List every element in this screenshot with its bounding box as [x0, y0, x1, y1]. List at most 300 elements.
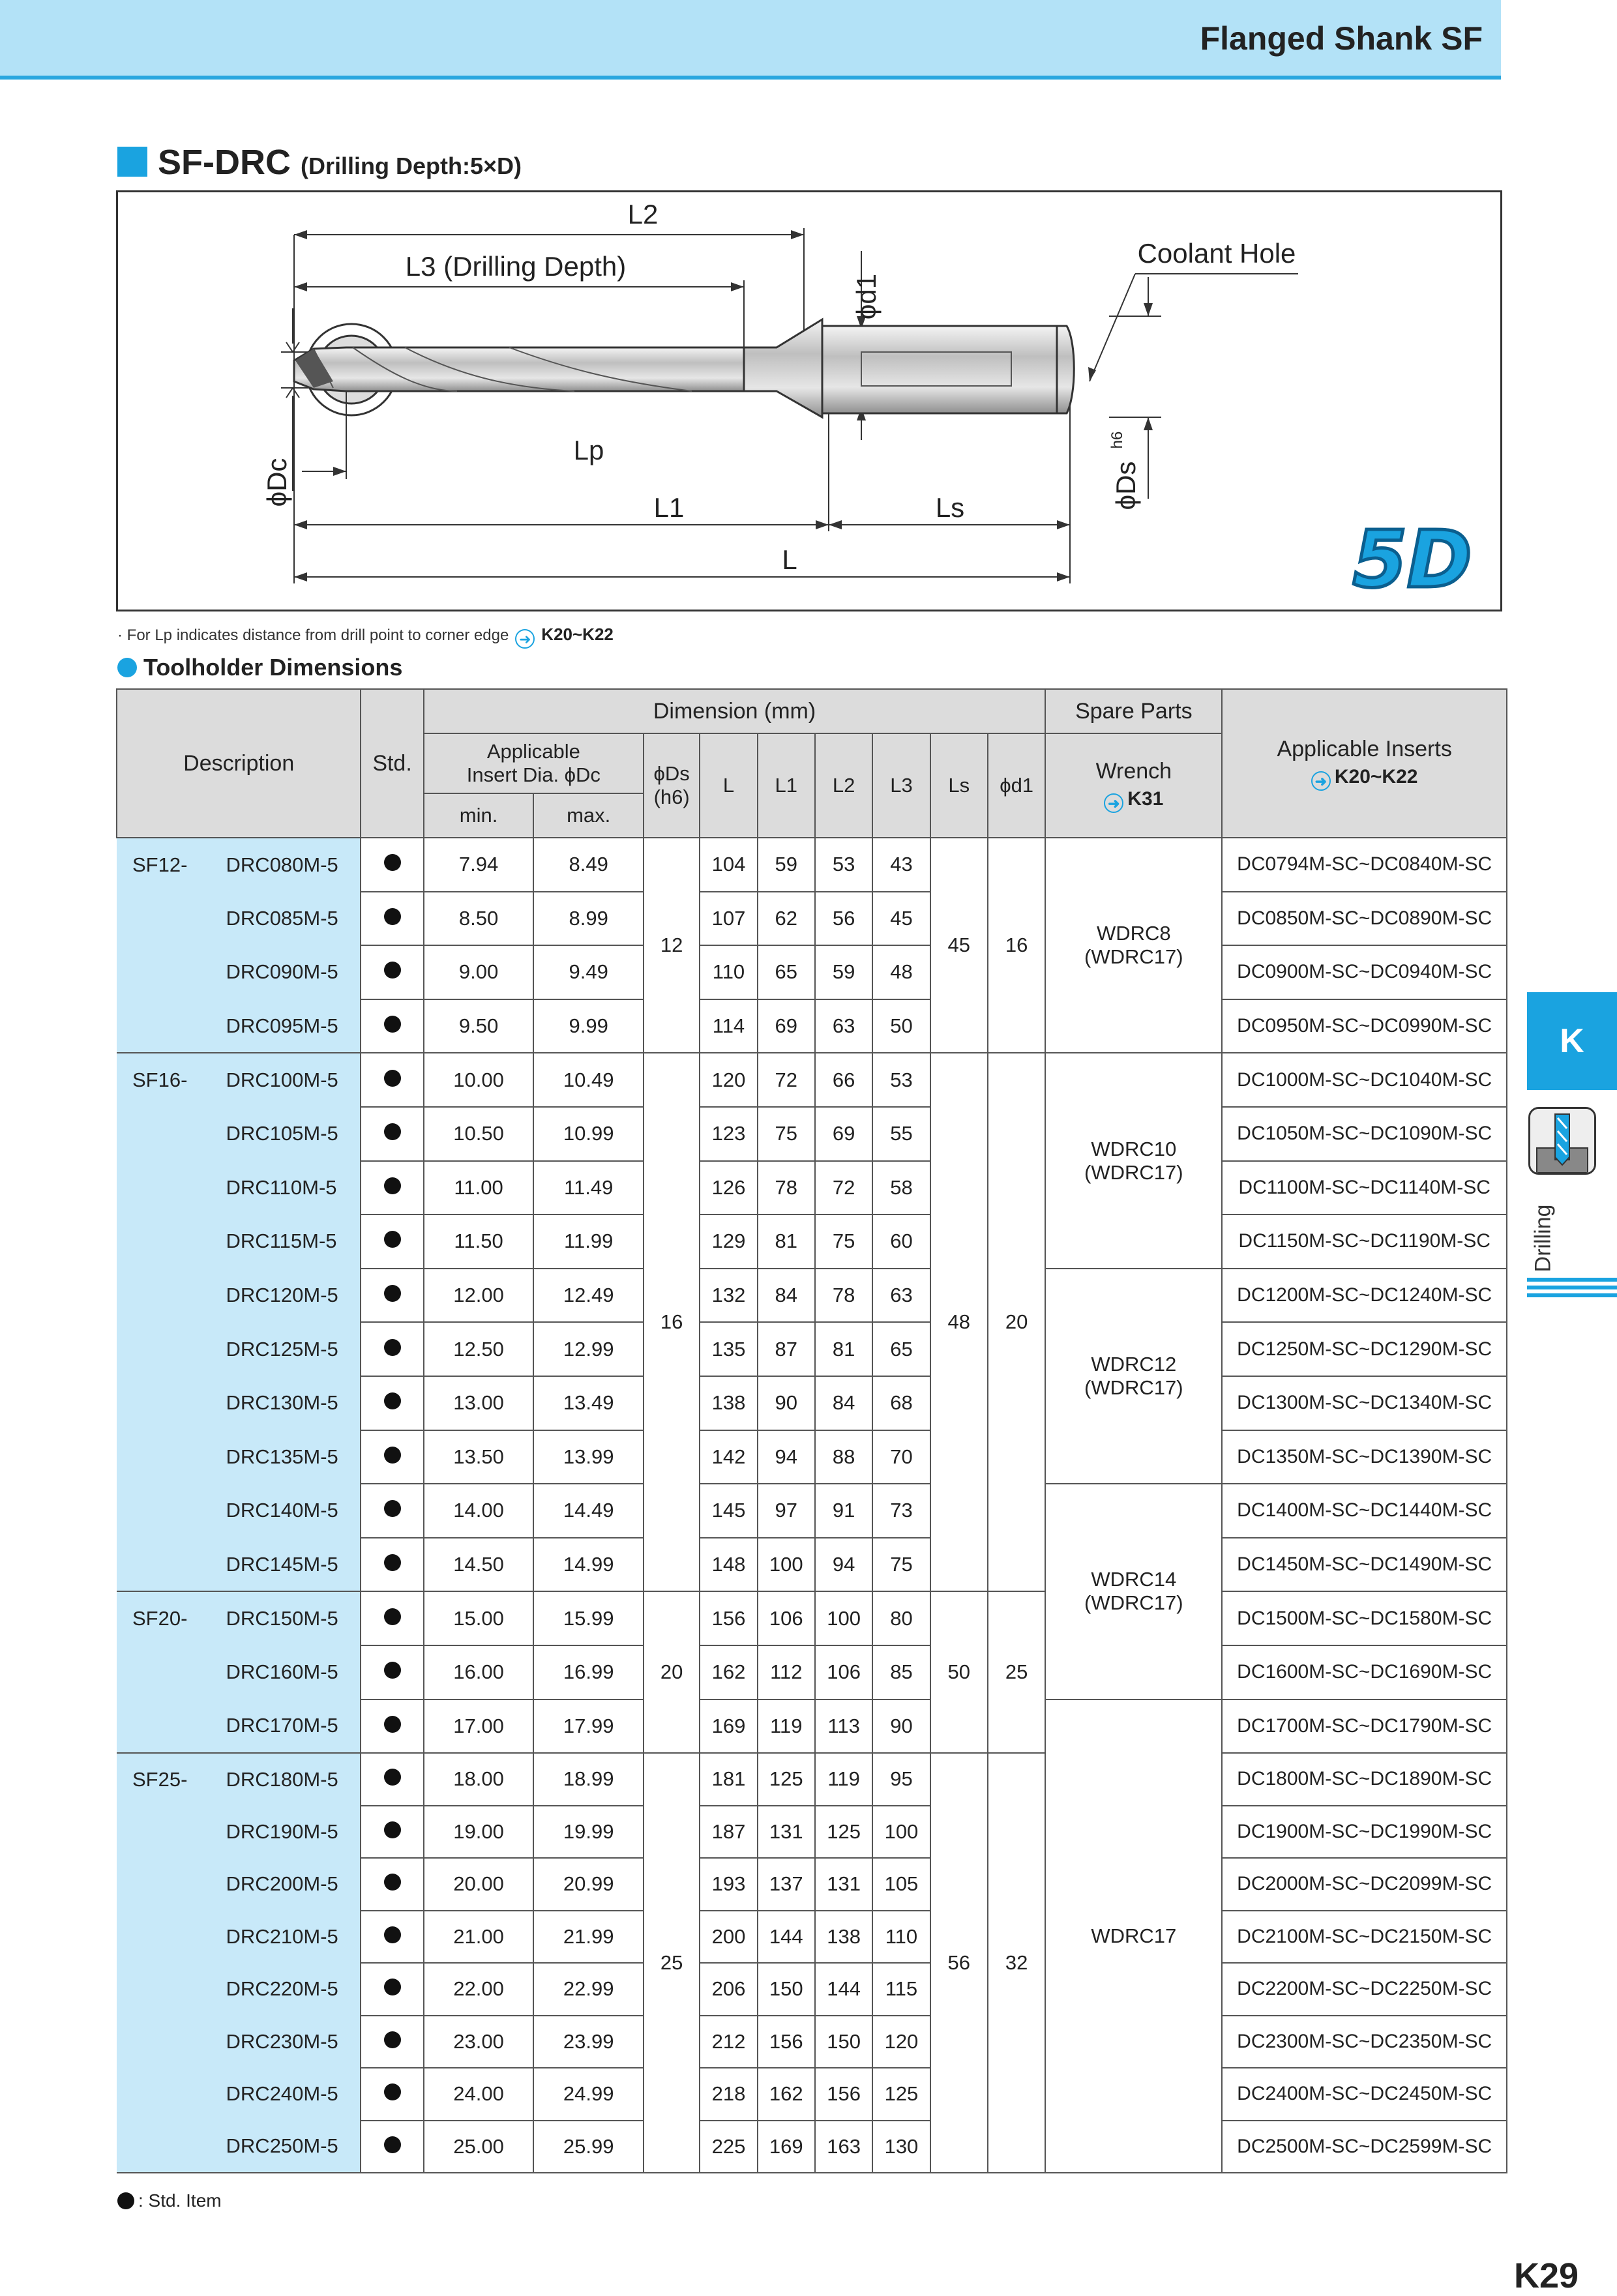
drill-diagram [116, 190, 1502, 611]
row-L: 132 [700, 1269, 757, 1323]
table-row [117, 1963, 1507, 2016]
row-min: 22.00 [424, 1963, 534, 2016]
std-dot-icon [384, 1554, 401, 1571]
arrow-right-icon: ➜ [1104, 793, 1123, 813]
std-dot-icon [384, 908, 401, 925]
row-max: 10.49 [533, 1053, 644, 1107]
row-L2: 106 [815, 1645, 872, 1700]
row-min: 12.50 [424, 1322, 534, 1376]
row-L2: 150 [815, 2016, 872, 2068]
legend-text: : Std. Item [138, 2190, 222, 2211]
row-L1: 156 [758, 2016, 815, 2068]
std-mark [361, 1645, 423, 1700]
row-code: DRC160M-5 [212, 1645, 361, 1700]
row-L1: 106 [758, 1591, 815, 1645]
std-dot-icon [384, 1123, 401, 1140]
th-wrench-label: Wrench [1095, 758, 1172, 784]
row-insert: DC1600M-SC~DC1690M-SC [1222, 1645, 1507, 1700]
group-d1: 20 [988, 1053, 1045, 1591]
std-mark [361, 1591, 423, 1645]
row-L2: 131 [815, 1858, 872, 1911]
row-max: 23.99 [533, 2016, 644, 2068]
row-L: 123 [700, 1107, 757, 1161]
row-L: 169 [700, 1700, 757, 1754]
row-L3: 58 [872, 1161, 930, 1215]
row-L2: 91 [815, 1484, 872, 1538]
row-L1: 137 [758, 1858, 815, 1911]
row-max: 12.49 [533, 1269, 644, 1323]
row-L3: 45 [872, 892, 930, 946]
row-max: 22.99 [533, 1963, 644, 2016]
group-cell [117, 1858, 212, 1911]
wrench-alt: (WDRC17) [1084, 1160, 1183, 1184]
row-code: DRC110M-5 [212, 1161, 361, 1215]
row-L2: 66 [815, 1053, 872, 1107]
std-mark [361, 1911, 423, 1964]
row-L3: 75 [872, 1538, 930, 1592]
note-text: · For Lp indicates distance from drill point to corner edge [117, 626, 509, 644]
std-mark [361, 1214, 423, 1269]
row-max: 9.99 [533, 999, 644, 1053]
row-insert: DC0950M-SC~DC0990M-SC [1222, 999, 1507, 1053]
row-min: 16.00 [424, 1645, 534, 1700]
row-L1: 125 [758, 1753, 815, 1806]
std-dot-icon [384, 2083, 401, 2100]
row-L: 145 [700, 1484, 757, 1538]
row-code: DRC210M-5 [212, 1911, 361, 1964]
std-dot-icon [384, 962, 401, 979]
row-L: 120 [700, 1053, 757, 1107]
std-dot-icon [384, 1070, 401, 1087]
group-ds: 12 [644, 838, 700, 1053]
sidebar-stripes [1527, 1278, 1617, 1301]
group-cell [117, 945, 212, 999]
row-min: 21.00 [424, 1911, 534, 1964]
row-L: 156 [700, 1591, 757, 1645]
row-L1: 59 [758, 838, 815, 892]
row-code: DRC095M-5 [212, 999, 361, 1053]
row-L3: 55 [872, 1107, 930, 1161]
std-dot-icon [384, 1285, 401, 1302]
header-title: Flanged Shank SF [1200, 20, 1483, 57]
group-cell [117, 1484, 212, 1538]
row-insert: DC1900M-SC~DC1990M-SC [1222, 1806, 1507, 1859]
th-inserts [1222, 689, 1507, 838]
row-L3: 85 [872, 1645, 930, 1700]
row-L: 138 [700, 1376, 757, 1430]
row-L2: 163 [815, 2121, 872, 2173]
row-L1: 131 [758, 1806, 815, 1859]
th-wrench [1045, 733, 1222, 838]
row-L2: 94 [815, 1538, 872, 1592]
table-row [117, 1858, 1507, 1911]
row-L: 135 [700, 1322, 757, 1376]
row-code: DRC180M-5 [212, 1753, 361, 1806]
table-row [117, 1161, 1507, 1215]
diagram-svg [118, 192, 1500, 610]
row-L2: 144 [815, 1963, 872, 2016]
row-code: DRC100M-5 [212, 1053, 361, 1107]
table-row [117, 1214, 1507, 1269]
row-insert: DC1100M-SC~DC1140M-SC [1222, 1161, 1507, 1215]
sidebar-label [1530, 1186, 1594, 1291]
group-ls: 50 [930, 1591, 988, 1753]
std-dot-icon [384, 1177, 401, 1194]
row-insert: DC1300M-SC~DC1340M-SC [1222, 1376, 1507, 1430]
row-L1: 75 [758, 1107, 815, 1161]
row-max: 21.99 [533, 1911, 644, 1964]
std-mark [361, 1806, 423, 1859]
row-L2: 56 [815, 892, 872, 946]
row-min: 13.00 [424, 1376, 534, 1430]
table-row [117, 1700, 1507, 1754]
row-code: DRC250M-5 [212, 2121, 361, 2173]
row-L1: 119 [758, 1700, 815, 1754]
row-min: 20.00 [424, 1858, 534, 1911]
row-min: 18.00 [424, 1753, 534, 1806]
row-max: 12.99 [533, 1322, 644, 1376]
row-min: 13.50 [424, 1430, 534, 1484]
std-mark [361, 1322, 423, 1376]
wrench-cell [1045, 1053, 1222, 1268]
toolholder-table [116, 688, 1507, 2173]
std-dot-icon [384, 1926, 401, 1943]
std-dot-icon [384, 1769, 401, 1786]
row-L: 187 [700, 1806, 757, 1859]
row-L: 193 [700, 1858, 757, 1911]
sidebar-tab-k[interactable]: K [1527, 992, 1617, 1090]
row-L1: 144 [758, 1911, 815, 1964]
row-min: 14.00 [424, 1484, 534, 1538]
row-code: DRC090M-5 [212, 945, 361, 999]
row-min: 24.00 [424, 2068, 534, 2121]
th-Ls: Ls [930, 733, 988, 838]
row-L3: 125 [872, 2068, 930, 2121]
row-L2: 138 [815, 1911, 872, 1964]
row-L1: 150 [758, 1963, 815, 2016]
row-L1: 87 [758, 1322, 815, 1376]
row-L3: 115 [872, 1963, 930, 2016]
row-L2: 75 [815, 1214, 872, 1269]
table-row [117, 1806, 1507, 1859]
row-insert: DC1250M-SC~DC1290M-SC [1222, 1322, 1507, 1376]
row-L2: 59 [815, 945, 872, 999]
table-row [117, 1484, 1507, 1538]
table-row [117, 1322, 1507, 1376]
row-min: 12.00 [424, 1269, 534, 1323]
section-name: SF-DRC [158, 143, 291, 182]
std-dot-icon [384, 1979, 401, 1995]
group-d1: 16 [988, 838, 1045, 1053]
row-L3: 50 [872, 999, 930, 1053]
std-dot-icon [384, 1447, 401, 1464]
th-inserts-ref [1223, 766, 1506, 791]
row-L3: 80 [872, 1591, 930, 1645]
subsection-title [117, 654, 402, 681]
row-L: 225 [700, 2121, 757, 2173]
std-dot-icon [384, 1231, 401, 1248]
row-insert: DC0850M-SC~DC0890M-SC [1222, 892, 1507, 946]
group-cell [117, 2016, 212, 2068]
row-L: 126 [700, 1161, 757, 1215]
badge-5d: 5D [1352, 515, 1472, 606]
row-max: 19.99 [533, 1806, 644, 1859]
row-max: 20.99 [533, 1858, 644, 1911]
wrench-cell [1045, 838, 1222, 1053]
row-L1: 94 [758, 1430, 815, 1484]
group-sf20: SF20- [117, 1591, 212, 1645]
label-L2: L2 [627, 199, 659, 229]
std-dot-icon [384, 1874, 401, 1891]
row-max: 13.49 [533, 1376, 644, 1430]
row-insert: DC2200M-SC~DC2250M-SC [1222, 1963, 1507, 2016]
label-d1: ϕd1 [851, 273, 882, 320]
th-std: Std. [361, 689, 423, 838]
std-mark [361, 999, 423, 1053]
row-insert: DC2500M-SC~DC2599M-SC [1222, 2121, 1507, 2173]
group-cell [117, 1538, 212, 1592]
label-L3: L3 (Drilling Depth) [405, 251, 627, 282]
std-mark [361, 1858, 423, 1911]
std-dot-icon [384, 1662, 401, 1679]
th-min: min. [424, 793, 534, 838]
label-coolant-hole: Coolant Hole [1137, 238, 1296, 269]
std-mark [361, 1376, 423, 1430]
drill-body [294, 319, 1074, 417]
std-mark [361, 1538, 423, 1592]
group-d1: 25 [988, 1591, 1045, 1753]
row-max: 17.99 [533, 1700, 644, 1754]
row-L3: 100 [872, 1806, 930, 1859]
wrench-cell [1045, 1700, 1222, 2173]
table-row [117, 1645, 1507, 1700]
row-L2: 113 [815, 1700, 872, 1754]
group-cell [117, 1806, 212, 1859]
group-cell [117, 999, 212, 1053]
wrench-name: WDRC14 [1091, 1568, 1177, 1591]
group-sf16: SF16- [117, 1053, 212, 1107]
group-d1: 32 [988, 1753, 1045, 2173]
row-max: 25.99 [533, 2121, 644, 2173]
wrench-alt: (WDRC17) [1084, 1591, 1183, 1615]
row-insert: DC2100M-SC~DC2150M-SC [1222, 1911, 1507, 1964]
row-min: 10.50 [424, 1107, 534, 1161]
row-L2: 78 [815, 1269, 872, 1323]
row-L3: 130 [872, 2121, 930, 2173]
row-min: 19.00 [424, 1806, 534, 1859]
row-L: 107 [700, 892, 757, 946]
table-row [117, 1430, 1507, 1484]
group-ls: 56 [930, 1753, 988, 2173]
circle-bullet-icon [117, 658, 137, 677]
label-Lp: Lp [573, 435, 604, 465]
group-cell [117, 1107, 212, 1161]
row-insert: DC1050M-SC~DC1090M-SC [1222, 1107, 1507, 1161]
row-L1: 169 [758, 2121, 815, 2173]
row-code: DRC080M-5 [212, 838, 361, 892]
std-mark [361, 1753, 423, 1806]
row-code: DRC145M-5 [212, 1538, 361, 1592]
row-L: 142 [700, 1430, 757, 1484]
std-mark [361, 2121, 423, 2173]
row-max: 16.99 [533, 1645, 644, 1700]
row-insert: DC1350M-SC~DC1390M-SC [1222, 1430, 1507, 1484]
row-L3: 70 [872, 1430, 930, 1484]
wrench-name: WDRC12 [1091, 1352, 1177, 1376]
sidebar-label-text: Drilling [1530, 1204, 1556, 1273]
row-code: DRC115M-5 [212, 1214, 361, 1269]
std-dot-icon [384, 854, 401, 871]
std-mark [361, 1700, 423, 1754]
row-L3: 110 [872, 1911, 930, 1964]
row-L2: 84 [815, 1376, 872, 1430]
th-applicable [424, 733, 644, 793]
std-mark [361, 1161, 423, 1215]
group-cell [117, 1214, 212, 1269]
table-row [117, 1591, 1507, 1645]
row-min: 25.00 [424, 2121, 534, 2173]
note-ref: K20~K22 [541, 625, 614, 644]
th-ds-1: ϕDs [653, 762, 690, 785]
row-L: 181 [700, 1753, 757, 1806]
row-L2: 53 [815, 838, 872, 892]
row-L: 212 [700, 2016, 757, 2068]
th-wrench-ref [1046, 788, 1221, 813]
table-row [117, 892, 1507, 946]
th-wrench-ref-text: K31 [1127, 787, 1164, 810]
row-max: 15.99 [533, 1591, 644, 1645]
std-mark [361, 1269, 423, 1323]
table-row [117, 1538, 1507, 1592]
th-ds-2: (h6) [653, 786, 690, 808]
row-insert: DC1200M-SC~DC1240M-SC [1222, 1269, 1507, 1323]
th-spare: Spare Parts [1045, 689, 1222, 733]
row-insert: DC1700M-SC~DC1790M-SC [1222, 1700, 1507, 1754]
row-L1: 90 [758, 1376, 815, 1430]
row-L: 104 [700, 838, 757, 892]
row-L: 218 [700, 2068, 757, 2121]
row-min: 23.00 [424, 2016, 534, 2068]
row-code: DRC105M-5 [212, 1107, 361, 1161]
row-min: 9.50 [424, 999, 534, 1053]
row-max: 11.49 [533, 1161, 644, 1215]
subsection-name: Toolholder Dimensions [143, 654, 403, 681]
row-insert: DC2000M-SC~DC2099M-SC [1222, 1858, 1507, 1911]
std-mark [361, 838, 423, 892]
row-L2: 63 [815, 999, 872, 1053]
row-insert: DC1500M-SC~DC1580M-SC [1222, 1591, 1507, 1645]
th-ds [644, 733, 700, 838]
row-max: 9.49 [533, 945, 644, 999]
wrench-name: WDRC17 [1091, 1924, 1177, 1947]
row-L3: 65 [872, 1322, 930, 1376]
row-min: 14.50 [424, 1538, 534, 1592]
std-mark [361, 1430, 423, 1484]
arrow-right-icon: ➜ [515, 629, 535, 649]
row-L3: 43 [872, 838, 930, 892]
wrench-alt: (WDRC17) [1084, 945, 1183, 969]
row-L2: 119 [815, 1753, 872, 1806]
row-max: 24.99 [533, 2068, 644, 2121]
row-insert: DC1000M-SC~DC1040M-SC [1222, 1053, 1507, 1107]
th-L1: L1 [758, 733, 815, 838]
std-dot-icon [384, 1608, 401, 1625]
table-row [117, 838, 1507, 892]
std-dot-icon [384, 1500, 401, 1517]
row-L1: 62 [758, 892, 815, 946]
label-Ds: ϕDs [1110, 461, 1141, 510]
row-max: 10.99 [533, 1107, 644, 1161]
std-mark [361, 945, 423, 999]
wrench-name: WDRC10 [1091, 1137, 1177, 1160]
row-insert: DC1800M-SC~DC1890M-SC [1222, 1753, 1507, 1806]
row-max: 11.99 [533, 1214, 644, 1269]
row-L3: 48 [872, 945, 930, 999]
row-code: DRC220M-5 [212, 1963, 361, 2016]
th-d1: ϕd1 [988, 733, 1045, 838]
row-L3: 53 [872, 1053, 930, 1107]
row-code: DRC170M-5 [212, 1700, 361, 1754]
th-inserts-ref-text: K20~K22 [1334, 765, 1418, 787]
row-code: DRC200M-5 [212, 1858, 361, 1911]
row-insert: DC1150M-SC~DC1190M-SC [1222, 1214, 1507, 1269]
row-min: 11.50 [424, 1214, 534, 1269]
table-row [117, 1376, 1507, 1430]
row-L3: 105 [872, 1858, 930, 1911]
group-cell [117, 2068, 212, 2121]
group-cell [117, 2121, 212, 2173]
arrow-right-icon: ➜ [1311, 771, 1331, 791]
group-cell [117, 1376, 212, 1430]
group-cell [117, 1322, 212, 1376]
row-L: 129 [700, 1214, 757, 1269]
row-L: 110 [700, 945, 757, 999]
std-mark [361, 2068, 423, 2121]
row-insert: DC1450M-SC~DC1490M-SC [1222, 1538, 1507, 1592]
row-insert: DC2400M-SC~DC2450M-SC [1222, 2068, 1507, 2121]
row-L3: 95 [872, 1753, 930, 1806]
row-L: 114 [700, 999, 757, 1053]
table-row [117, 1107, 1507, 1161]
note [117, 625, 614, 649]
row-insert: DC2300M-SC~DC2350M-SC [1222, 2016, 1507, 2068]
table-row [117, 1911, 1507, 1964]
group-cell [117, 892, 212, 946]
row-code: DRC190M-5 [212, 1806, 361, 1859]
group-cell [117, 1430, 212, 1484]
row-max: 14.99 [533, 1538, 644, 1592]
group-cell [117, 1700, 212, 1754]
std-mark [361, 892, 423, 946]
row-insert: DC0900M-SC~DC0940M-SC [1222, 945, 1507, 999]
row-min: 9.00 [424, 945, 534, 999]
group-ds: 25 [644, 1753, 700, 2173]
page-number: K29 [1514, 2256, 1579, 2295]
std-dot-icon [384, 1016, 401, 1033]
row-L3: 60 [872, 1214, 930, 1269]
row-L3: 68 [872, 1376, 930, 1430]
table-row [117, 2068, 1507, 2121]
table-row [117, 1269, 1507, 1323]
row-L: 162 [700, 1645, 757, 1700]
label-L1: L1 [653, 492, 685, 523]
row-code: DRC230M-5 [212, 2016, 361, 2068]
row-L3: 120 [872, 2016, 930, 2068]
table-row [117, 2121, 1507, 2173]
row-L2: 156 [815, 2068, 872, 2121]
label-Ls: Ls [935, 492, 965, 523]
row-max: 14.49 [533, 1484, 644, 1538]
